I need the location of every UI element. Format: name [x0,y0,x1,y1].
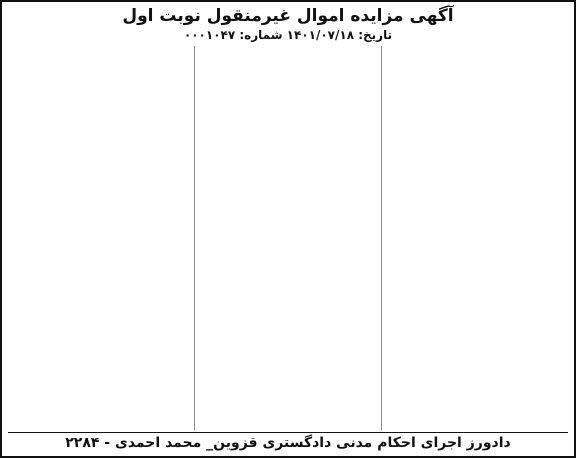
notice-title: آگهی مزایده اموال غیرمنقول نوبت اول [122,6,454,26]
notice-date-line: تاریخ: ۱۴۰۱/۰۷/۱۸ شماره: ۰۰۰۱۰۴۷ [183,28,393,42]
notice-column-middle [195,46,382,430]
notice-column-left [8,46,195,430]
notice-column-right [382,46,568,430]
notice-body [8,46,568,430]
notice-signature: دادورز اجرای احکام مدنی دادگستری قزوین_ محمد احمدی - ۲۲۸۴ [65,435,511,451]
